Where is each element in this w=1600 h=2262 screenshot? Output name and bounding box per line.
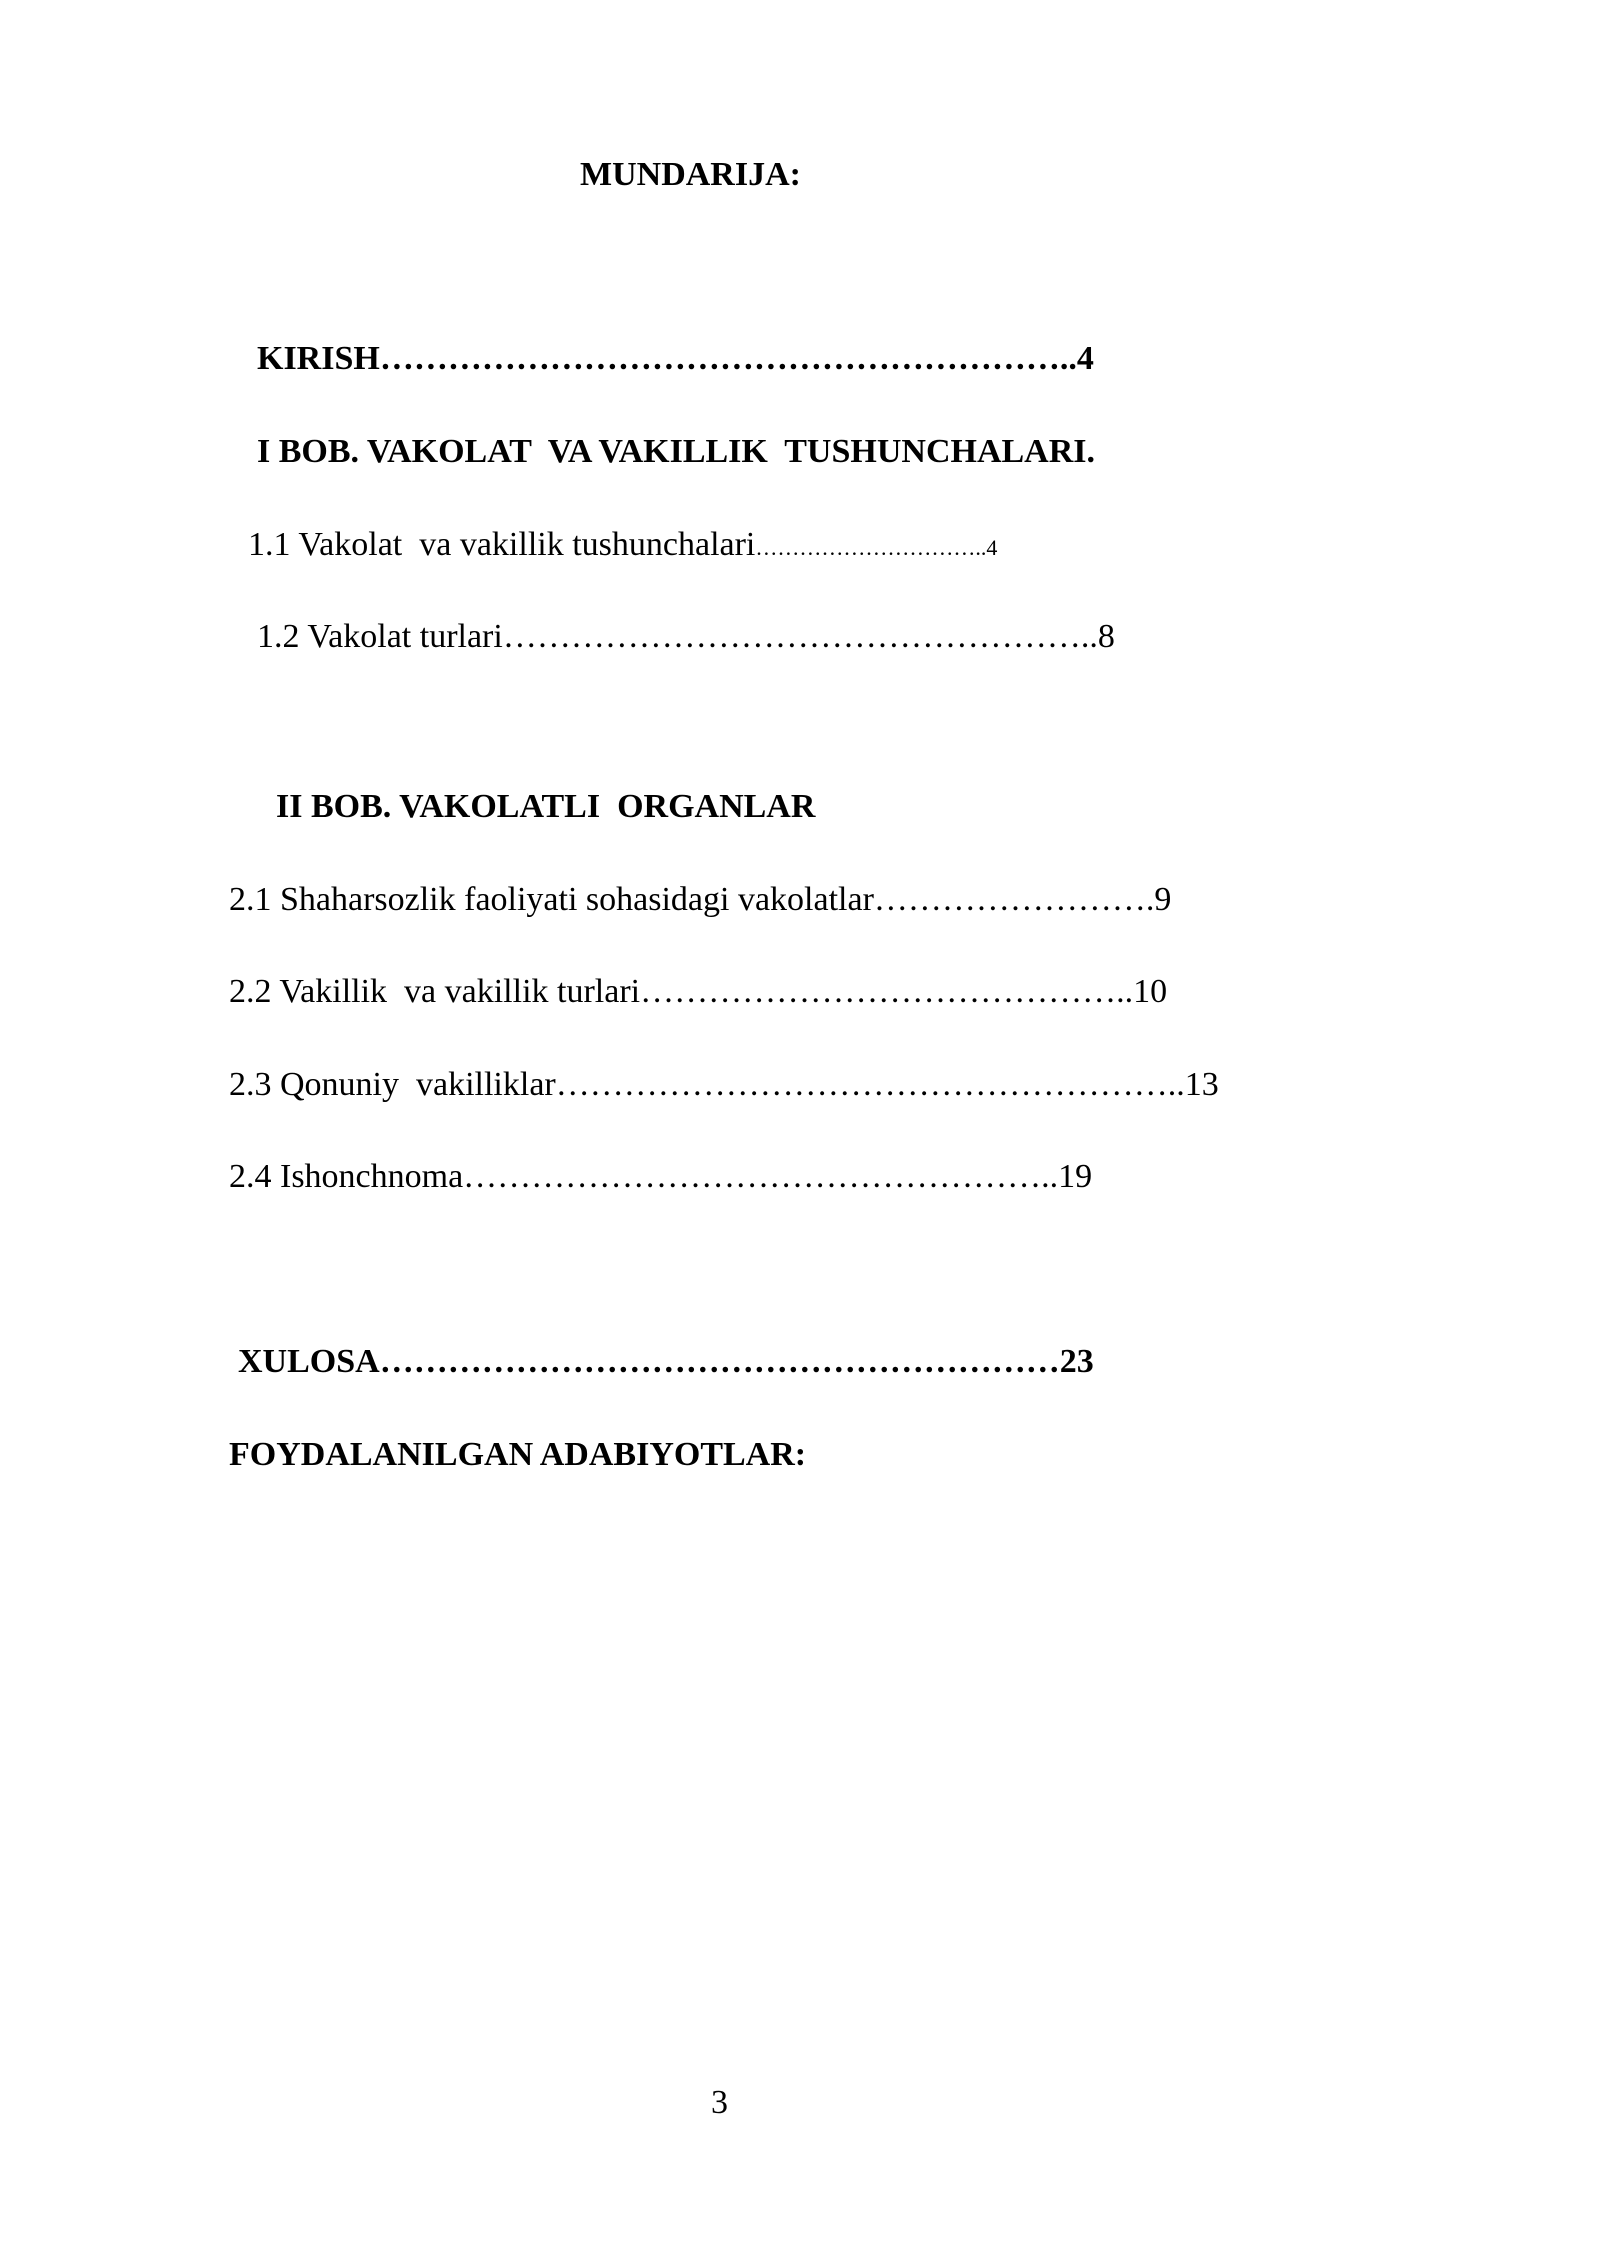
toc-entry-xulosa: XULOSA……………………………………………………23: [238, 1343, 1094, 1380]
toc-entry-1-1-leader: …………………………..4: [755, 535, 998, 560]
toc-title: MUNDARIJA:: [580, 156, 801, 193]
toc-entry-1-1-label: 1.1 Vakolat va vakillik tushunchalari: [248, 526, 756, 563]
page-number: 3: [711, 2084, 728, 2121]
chapter-2-heading: II BOB. VAKOLATLI ORGANLAR: [276, 788, 816, 825]
toc-entry-2-2: 2.2 Vakillik va vakillik turlari……………………………………..10: [229, 973, 1168, 1010]
toc-entry-kirish: KIRISH……………………………………………………..4: [257, 340, 1094, 377]
chapter-1-heading: I BOB. VAKOLAT VA VAKILLIK TUSHUNCHALARI.: [257, 433, 1096, 470]
toc-entry-adabiyotlar: FOYDALANILGAN ADABIYOTLAR:: [229, 1436, 807, 1473]
toc-entry-1-2: 1.2 Vakolat turlari……………………………………………..8: [257, 618, 1115, 655]
toc-entry-2-4: 2.4 Ishonchnoma……………………………………………..19: [229, 1158, 1093, 1195]
toc-entry-1-1: [248, 528, 997, 562]
toc-entry-2-1: 2.1 Shaharsozlik faoliyati sohasidagi vakolatlar…………………….9: [229, 881, 1172, 918]
toc-entry-2-3: 2.3 Qonuniy vakilliklar………………………………………………..13: [229, 1066, 1219, 1103]
